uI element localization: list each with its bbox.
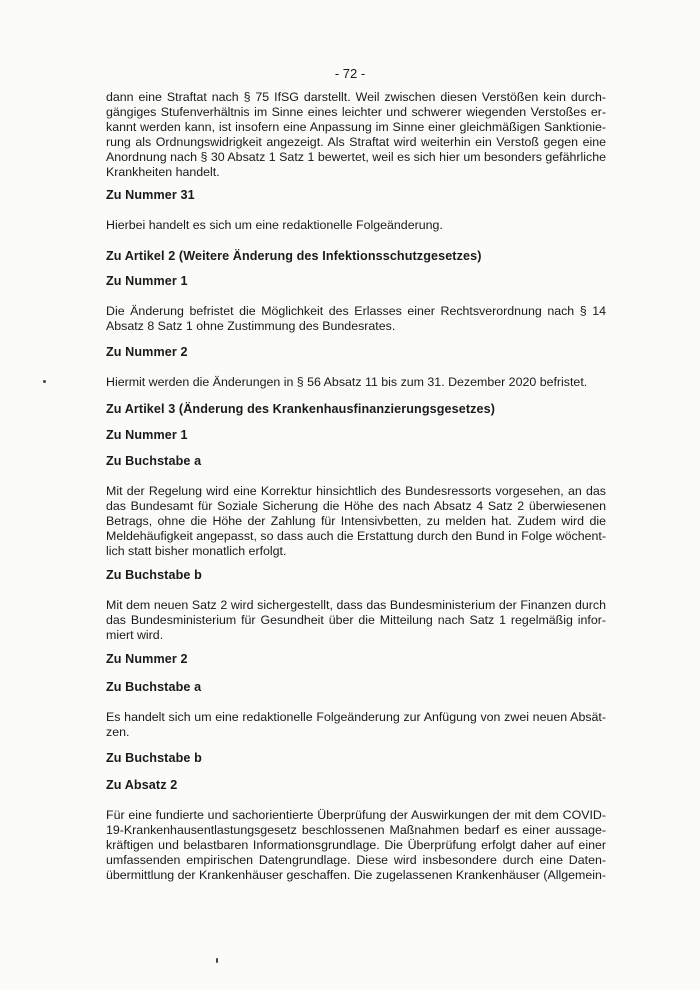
scan-speck — [43, 380, 46, 383]
text-line: miert wird. — [106, 628, 164, 642]
text-line: 19-Krankenhausentlastungsgesetz beschlossenen Maßnahmen bedarf es einer aussage- — [106, 823, 606, 837]
text-line: Die Änderung befristet die Möglichkeit des Erlasses einer Rechtsverordnung nach § 14 — [106, 304, 606, 318]
text-line: Anordnung nach § 30 Absatz 1 Satz 1 bewertet, weil es sich hier um besonders gefährliche — [106, 150, 606, 164]
paragraph-nummer-31 — [106, 218, 606, 233]
paragraph-artikel-3-nummer-1-buchstabe-b — [106, 598, 606, 643]
heading-artikel-3-nummer-1-buchstabe-a: Zu Buchstabe a — [106, 454, 202, 468]
text-line: kräftigen und belastbaren Informationsgrundlage. Die Überprüfung erfolgt daher auf einer — [106, 838, 606, 852]
heading-artikel-3-nummer-2-buchstabe-a: Zu Buchstabe a — [106, 680, 202, 694]
text-line: Für eine fundierte und sachorientierte Überprüfung der Auswirkungen der mit dem COVID- — [106, 808, 606, 822]
heading-artikel-3-nummer-2-buchstabe-b: Zu Buchstabe b — [106, 751, 202, 765]
text-line: das Bundesministerium für Gesundheit über die Mitteilung nach Satz 1 regelmäßig infor- — [106, 613, 606, 627]
heading-artikel-3-nummer-1: Zu Nummer 1 — [106, 428, 188, 442]
paragraph-intro — [106, 90, 606, 180]
text-line: rung als Ordnungswidrigkeit angezeigt. Als Straftat wird weiterhin ein Verstoß gegen eine — [106, 135, 606, 149]
text-line: Hierbei handelt es sich um eine redaktionelle Folgeänderung. — [106, 218, 443, 232]
text-line: dann eine Straftat nach § 75 IfSG darstellt. Weil zwischen diesen Verstößen kein durch- — [106, 90, 606, 104]
text-line: Es handelt sich um eine redaktionelle Folgeänderung zur Anfügung von zwei neuen Absät- — [106, 710, 606, 724]
text-line: Betrags, ohne die Höhe der Zahlung für Intensivbetten, zu melden hat. Zudem wird die — [106, 514, 606, 528]
text-line: lich statt bisher monatlich erfolgt. — [106, 544, 287, 558]
paragraph-artikel-2-nummer-2 — [106, 375, 606, 390]
scan-speck — [216, 958, 218, 963]
heading-artikel-2: Zu Artikel 2 (Weitere Änderung des Infektionsschutzgesetzes) — [106, 249, 482, 263]
paragraph-artikel-3-nummer-2-buchstabe-a — [106, 710, 606, 740]
heading-artikel-3: Zu Artikel 3 (Änderung des Krankenhausfinanzierungsgesetzes) — [106, 402, 496, 416]
text-line: zen. — [106, 725, 130, 739]
heading-artikel-2-nummer-2: Zu Nummer 2 — [106, 345, 188, 359]
text-line: Absatz 8 Satz 1 ohne Zustimmung des Bundesrates. — [106, 319, 396, 333]
heading-absatz-2: Zu Absatz 2 — [106, 778, 178, 792]
text-line: Meldehäufigkeit angepasst, so dass auch die Erstattung durch den Bund in Folge wöchent- — [106, 529, 606, 543]
heading-artikel-2-nummer-1: Zu Nummer 1 — [106, 274, 188, 288]
paragraph-artikel-2-nummer-1 — [106, 304, 606, 334]
page-number: - 72 - — [334, 66, 366, 81]
text-line: Mit der Regelung wird eine Korrektur hinsichtlich des Bundesressorts vorgesehen, an das — [106, 484, 606, 498]
heading-nummer-31: Zu Nummer 31 — [106, 188, 195, 202]
text-line: umfassenden empirischen Datengrundlage. Diese wird insbesondere durch eine Daten- — [106, 853, 606, 867]
text-line: das Bundesamt für Soziale Sicherung die Höhe des nach Absatz 4 Satz 2 überwiesenen — [106, 499, 606, 513]
text-line: kannt werden kann, ist insofern eine Anpassung im Sinne einer gleichmäßigen Sanktionie- — [106, 120, 606, 134]
heading-artikel-3-nummer-1-buchstabe-b: Zu Buchstabe b — [106, 568, 202, 582]
text-line: gängiges Stufenverhältnis im Sinne eines leichter und schwerer wiegenden Verstoßes er- — [106, 105, 606, 119]
text-line: Krankheiten handelt. — [106, 165, 220, 179]
paragraph-artikel-3-nummer-1-buchstabe-a — [106, 484, 606, 559]
heading-artikel-3-nummer-2: Zu Nummer 2 — [106, 652, 188, 666]
paragraph-absatz-2 — [106, 808, 606, 883]
text-line: Hiermit werden die Änderungen in § 56 Absatz 11 bis zum 31. Dezember 2020 befristet. — [106, 375, 588, 389]
text-line: Mit dem neuen Satz 2 wird sichergestellt, dass das Bundesministerium der Finanzen durch — [106, 598, 606, 612]
text-line: übermittlung der Krankenhäuser geschaffen. Die zugelassenen Krankenhäuser (Allgemein- — [106, 868, 606, 882]
